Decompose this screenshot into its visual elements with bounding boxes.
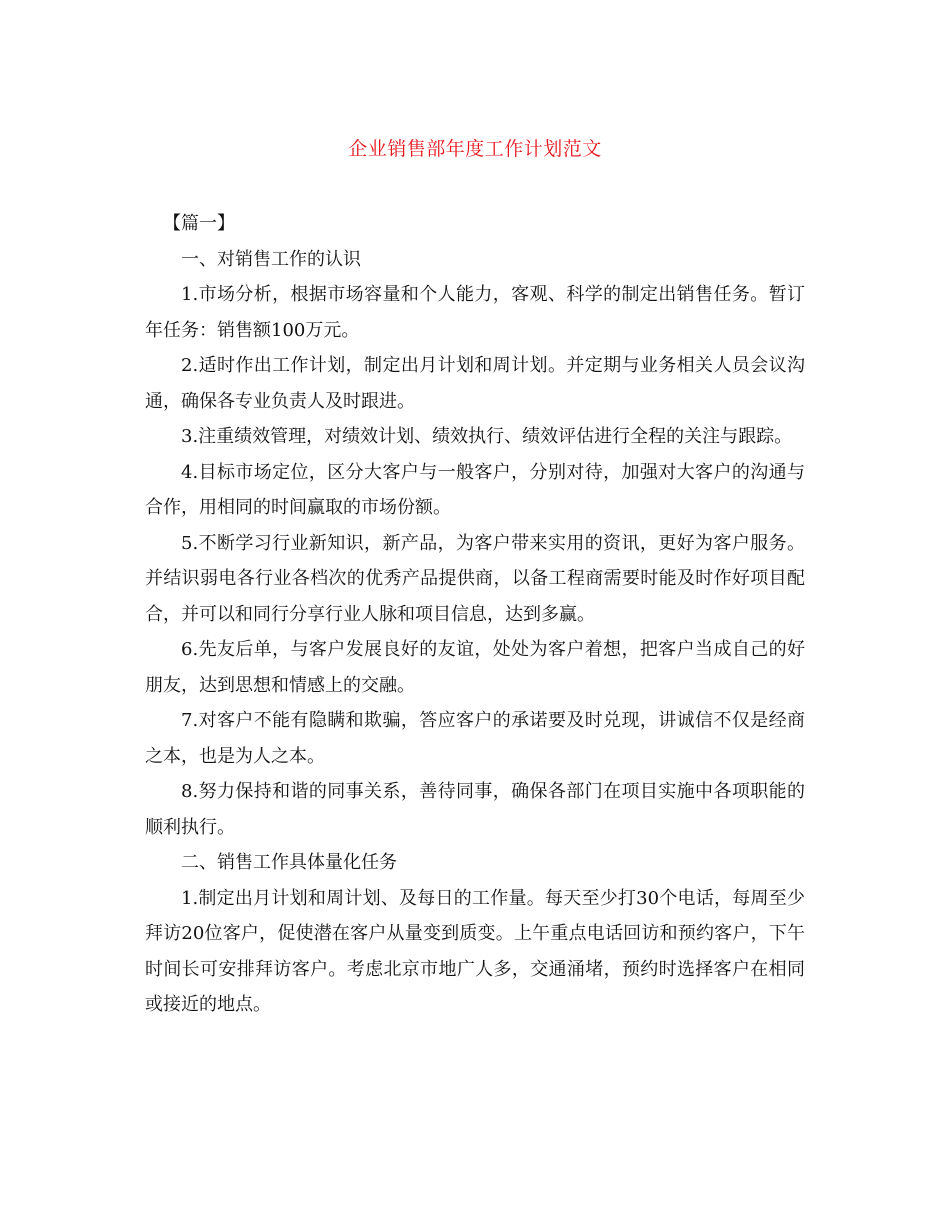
document-body xyxy=(145,206,805,1023)
section-label: 【篇一】 xyxy=(163,213,235,234)
paragraph: 4.目标市场定位，区分大客户与一般客户，分别对待，加强对大客户的沟通与合作，用相同的时间赢取的市场份额。 xyxy=(145,461,805,518)
document-title: 企业销售部年度工作计划范文 xyxy=(348,138,602,160)
paragraph: 1.制定出月计划和周计划、及每日的工作量。每天至少打30个电话，每周至少拜访20位客户，促使潜在客户从量变到质变。上午重点电话回访和预约客户，下午时间长可安排拜访客户。考虑北京市地广人多，交通涌堵，预约时选择客户在相同或接近的地点。 xyxy=(145,887,805,1015)
section-heading: 二、销售工作具体量化任务 xyxy=(181,852,397,873)
paragraph: 3.注重绩效管理，对绩效计划、绩效执行、绩效评估进行全程的关注与跟踪。 xyxy=(181,426,793,447)
paragraph: 1.市场分析，根据市场容量和个人能力，客观、科学的制定出销售任务。暂订年任务：销售额100万元。 xyxy=(145,284,805,341)
paragraph: 8.努力保持和谐的同事关系，善待同事，确保各部门在项目实施中各项职能的顺利执行。 xyxy=(145,781,805,838)
section-heading: 一、对销售工作的认识 xyxy=(181,248,361,270)
paragraph: 7.对客户不能有隐瞒和欺骗，答应客户的承诺要及时兑现，讲诚信不仅是经商之本，也是为人之本。 xyxy=(145,710,805,767)
paragraph: 6.先友后单，与客户发展良好的友谊，处处为客户着想，把客户当成自己的好朋友，达到思想和情感上的交融。 xyxy=(145,639,805,696)
paragraph: 2.适时作出工作计划，制定出月计划和周计划。并定期与业务相关人员会议沟通，确保各专业负责人及时跟进。 xyxy=(145,355,805,412)
paragraph: 5.不断学习行业新知识，新产品，为客户带来实用的资讯，更好为客户服务。并结识弱电各行业各档次的优秀产品提供商，以备工程商需要时能及时作好项目配合，并可以和同行分享行业人脉和项目信息，达到多赢。 xyxy=(145,532,805,625)
